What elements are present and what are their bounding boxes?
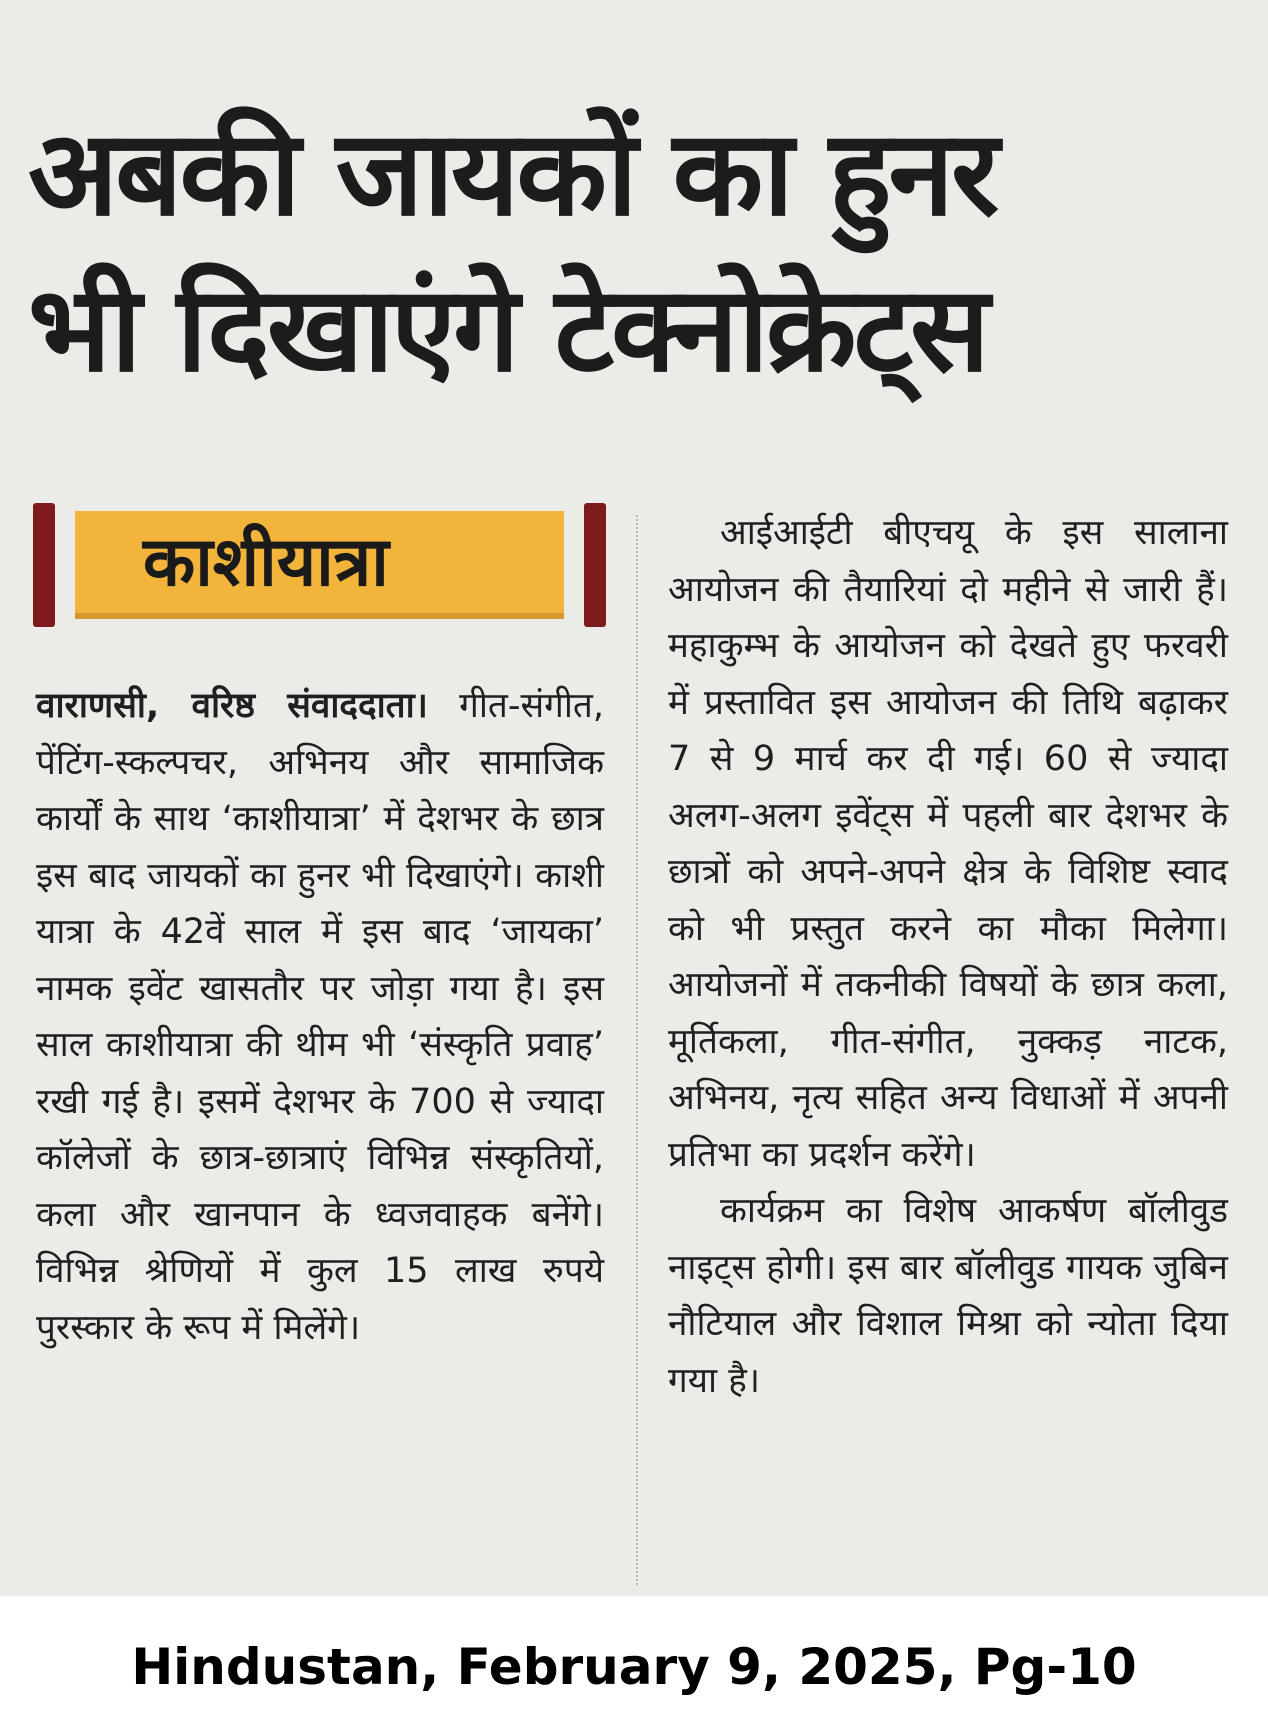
article-paragraph-3: कार्यक्रम का विशेष आकर्षण बॉलीवुड नाइट्स होगी। इस बार बॉलीवुड गायक जुबिन नौटियाल और विशाल मिश्रा को न्योता दिया गया है। <box>668 1191 1228 1401</box>
column-divider <box>636 515 638 1585</box>
kicker-right-cap <box>584 503 606 627</box>
article-paragraph-2: आईआईटी बीएचयू के इस सालाना आयोजन की तैयारियां दो महीने से जारी हैं। महाकुम्भ के आयोजन को देखते हुए फरवरी में प्रस्तावित इस आयोजन की तिथि बढ़ाकर 7 से 9 मार्च कर दी गई। 60 से ज्यादा अलग-अलग इवेंट्स में पहली बार देशभर के छात्रों को अपने-अपने क्षेत्र के विशिष्ट स्वाद को भी प्रस्तुत करने का मौका मिलेगा। आयोजनों में तकनीकी विषयों के छात्र कला, मूर्तिकला, गीत-संगीत, नुक्कड़ नाटक, अभिनय, नृत्य सहित अन्य विधाओं में अपनी प्रतिभा का प्रदर्शन करेंगे। <box>668 513 1228 1175</box>
headline-line-2: भी दिखाएंगे टेक्नोक्रेट्स <box>28 260 987 398</box>
article-column-right <box>668 505 1228 1409</box>
kicker-label: काशीयात्रा <box>143 523 389 602</box>
headline <box>28 95 1228 407</box>
article-paragraph-1 <box>36 678 604 1356</box>
kicker-left-cap <box>33 503 55 627</box>
article-column-left <box>36 678 604 1356</box>
section-kicker <box>33 503 606 627</box>
byline: वाराणसी, वरिष्ठ संवाददाता। <box>36 686 428 726</box>
headline-line-1: अबकी जायकों का हुनर <box>28 104 997 242</box>
paragraph-1-text: गीत-संगीत, पेंटिंग-स्कल्पचर, अभिनय और सामाजिक कार्यों के साथ ‘काशीयात्रा’ में देशभर के छात्र इस बाद जायकों का हुनर भी दिखाएंगे। काशी यात्रा के 42वें साल में इस बाद ‘जायका’ नामक इवेंट खासतौर पर जोड़ा गया है। इस साल काशीयात्रा की थीम भी ‘संस्कृति प्रवाह’ रखी गई है। इसमें देशभर के 700 से ज्यादा कॉलेजों के छात्र-छात्राएं विभिन्न संस्कृतियों, कला और खानपान के ध्वजवाहक बनेंगे। विभिन्न श्रेणियों में कुल 15 लाख रुपये पुरस्कार के रूप में मिलेंगे। <box>36 686 605 1348</box>
source-caption: Hindustan, February 9, 2025, Pg-10 <box>131 1638 1137 1696</box>
